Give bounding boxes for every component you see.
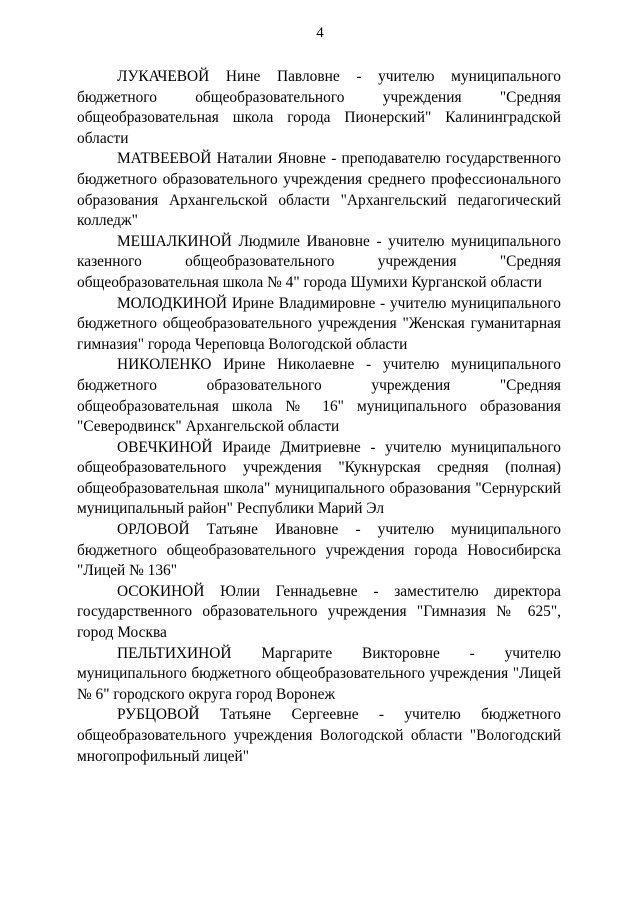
list-item: МАТВЕЕВОЙ Наталии Яновне - преподавателю государственного бюджетного образовательного учреждения среднего профессионального образования Архангельской области "Архангельский педагогический колледж"	[77, 150, 561, 230]
list-item: ЛУКАЧЕВОЙ Нине Павловне - учителю муниципального бюджетного общеобразовательного учреждения "Средняя общеобразовательная школа города Пионерский" Калининградской области	[77, 68, 561, 147]
page-number: 4	[316, 25, 324, 41]
list-item: МОЛОДКИНОЙ Ирине Владимировне - учителю муниципального бюджетного общеобразовательного учреждения "Женская гуманитарная гимназия" города Череповца Вологодской области	[77, 294, 561, 353]
list-item: ОРЛОВОЙ Татьяне Ивановне - учителю муниципального бюджетного общеобразовательного учреждения города Новосибирска "Лицей № 136"	[77, 521, 561, 580]
list-item: ОВЕЧКИНОЙ Ираиде Дмитриевне - учителю муниципального общеобразовательного учреждения "Кукнурская средняя (полная) общеобразовательная школа" муниципального образования "Сернурский муниципальный район" Республики Марий Эл	[77, 438, 561, 518]
list-item: РУБЦОВОЙ Татьяне Сергеевне - учителю бюджетного общеобразовательного учреждения Вологодской области "Вологодский многопрофильный лицей"	[77, 706, 561, 765]
list-item: НИКОЛЕНКО Ирине Николаевне - учителю муниципального бюджетного образовательного учреждения "Средняя общеобразовательная школа № 16" муниципального образования "Северодвинск" Архангельской области	[77, 356, 561, 436]
list-item: ОСОКИНОЙ Юлии Геннадьевне - заместителю директора государственного образовательного учреждения "Гимназия № 625", город Москва	[77, 582, 561, 642]
award-list	[77, 67, 561, 767]
list-item: ПЕЛЬТИХИНОЙ Маргарите Викторовне - учителю муниципального бюджетного общеобразовательного учреждения "Лицей № 6" городского округа город Воронеж	[77, 644, 561, 703]
list-item: МЕШАЛКИНОЙ Людмиле Ивановне - учителю муниципального казенного общеобразовательного учреждения "Средняя общеобразовательная школа № 4" города Шумихи Курганской области	[77, 232, 561, 291]
